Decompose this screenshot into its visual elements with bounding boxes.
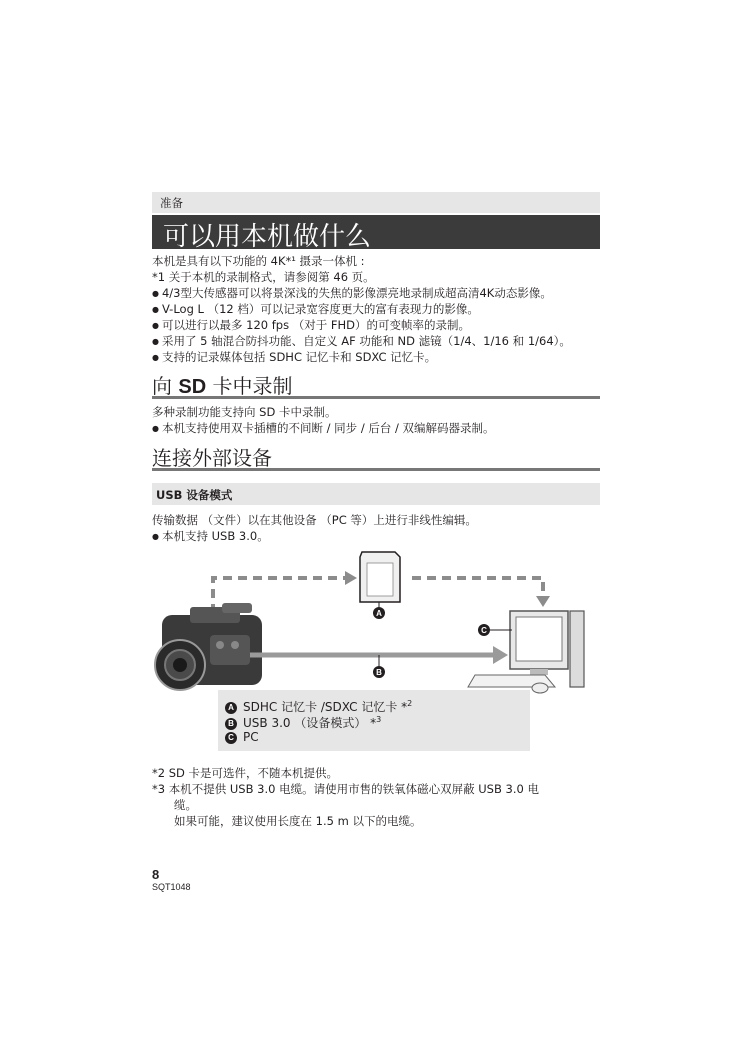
badge-a-marker [373, 607, 385, 619]
svg-text:C: C [481, 626, 487, 635]
bullet-item: ● 可以进行以最多 120 fps （对于 FHD）的可变帧率的录制。 [152, 318, 470, 333]
bullet-item: ● V-Log L （12 档）可以记录宽容度更大的富有表现力的影像。 [152, 302, 479, 317]
divider [152, 468, 600, 471]
footnote-3-cont: 如果可能，建议使用长度在 1.5 m 以下的电缆。 [174, 814, 422, 828]
camera-icon [155, 603, 262, 690]
pc-icon [468, 611, 584, 693]
page-title: 可以用本机做什么 [163, 222, 372, 252]
connection-diagram [150, 545, 590, 695]
sd-card-icon [360, 552, 400, 607]
bullet-item: ● 本机支持使用双卡插槽的不间断 / 同步 / 后台 / 双编解码器录制。 [152, 421, 495, 436]
arrowhead [345, 571, 357, 585]
ext-text: 传输数据 （文件）以在其他设备 （PC 等）上进行非线性编辑。 [152, 513, 477, 527]
intro-lead: 本机是具有以下功能的 4K*¹ 摄录一体机 : [152, 254, 365, 268]
legend-item: A SDHC 记忆卡 /SDXC 记忆卡 *$^2$ [225, 698, 412, 715]
page-number: 8 [152, 867, 160, 882]
bullet-item: ● 本机支持 USB 3.0。 [152, 529, 269, 544]
section-label: 准备 [160, 196, 183, 210]
section-bar [152, 192, 600, 213]
bullet-item: ● 采用了 5 轴混合防抖功能、自定义 AF 功能和 ND 滤镜（1/4、1/16 和 1/64）。 [152, 334, 571, 349]
legend-item: C PC [225, 730, 259, 744]
footnote-3-cont: 缆。 [174, 798, 197, 812]
arrowhead [493, 646, 508, 664]
badge-c-marker [478, 624, 512, 636]
footnote-1: *1 关于本机的录制格式，请参阅第 46 页。 [152, 270, 375, 284]
legend-item: B USB 3.0 （设备模式） *$^3$ [225, 714, 381, 731]
ext-heading: 连接外部设备 [152, 446, 272, 470]
document-code: SQT1048 [152, 882, 191, 892]
svg-text:B: B [376, 668, 382, 677]
sd-heading: 向 SD 卡中录制 [152, 374, 293, 398]
arrowhead [536, 596, 550, 607]
svg-text:A: A [376, 609, 382, 618]
badge-b-marker [373, 655, 385, 678]
usb-subheading: USB 设备模式 [156, 488, 233, 502]
bullet-item: ● 支持的记录媒体包括 SDHC 记忆卡和 SDXC 记忆卡。 [152, 350, 436, 365]
footnote-3: *3 本机不提供 USB 3.0 电缆。请使用市售的铁氧体磁心双屏蔽 USB 3.0 电 [152, 782, 539, 796]
divider [152, 396, 600, 399]
dashed-arrow-card-to-pc [412, 578, 543, 598]
bullet-item: ● 4/3型大传感器可以将景深浅的失焦的影像漂亮地录制成超高清4K动态影像。 [152, 286, 552, 301]
footnote-2: *2 SD 卡是可选件，不随本机提供。 [152, 766, 339, 780]
sd-text: 多种录制功能支持向 SD 卡中录制。 [152, 405, 337, 419]
